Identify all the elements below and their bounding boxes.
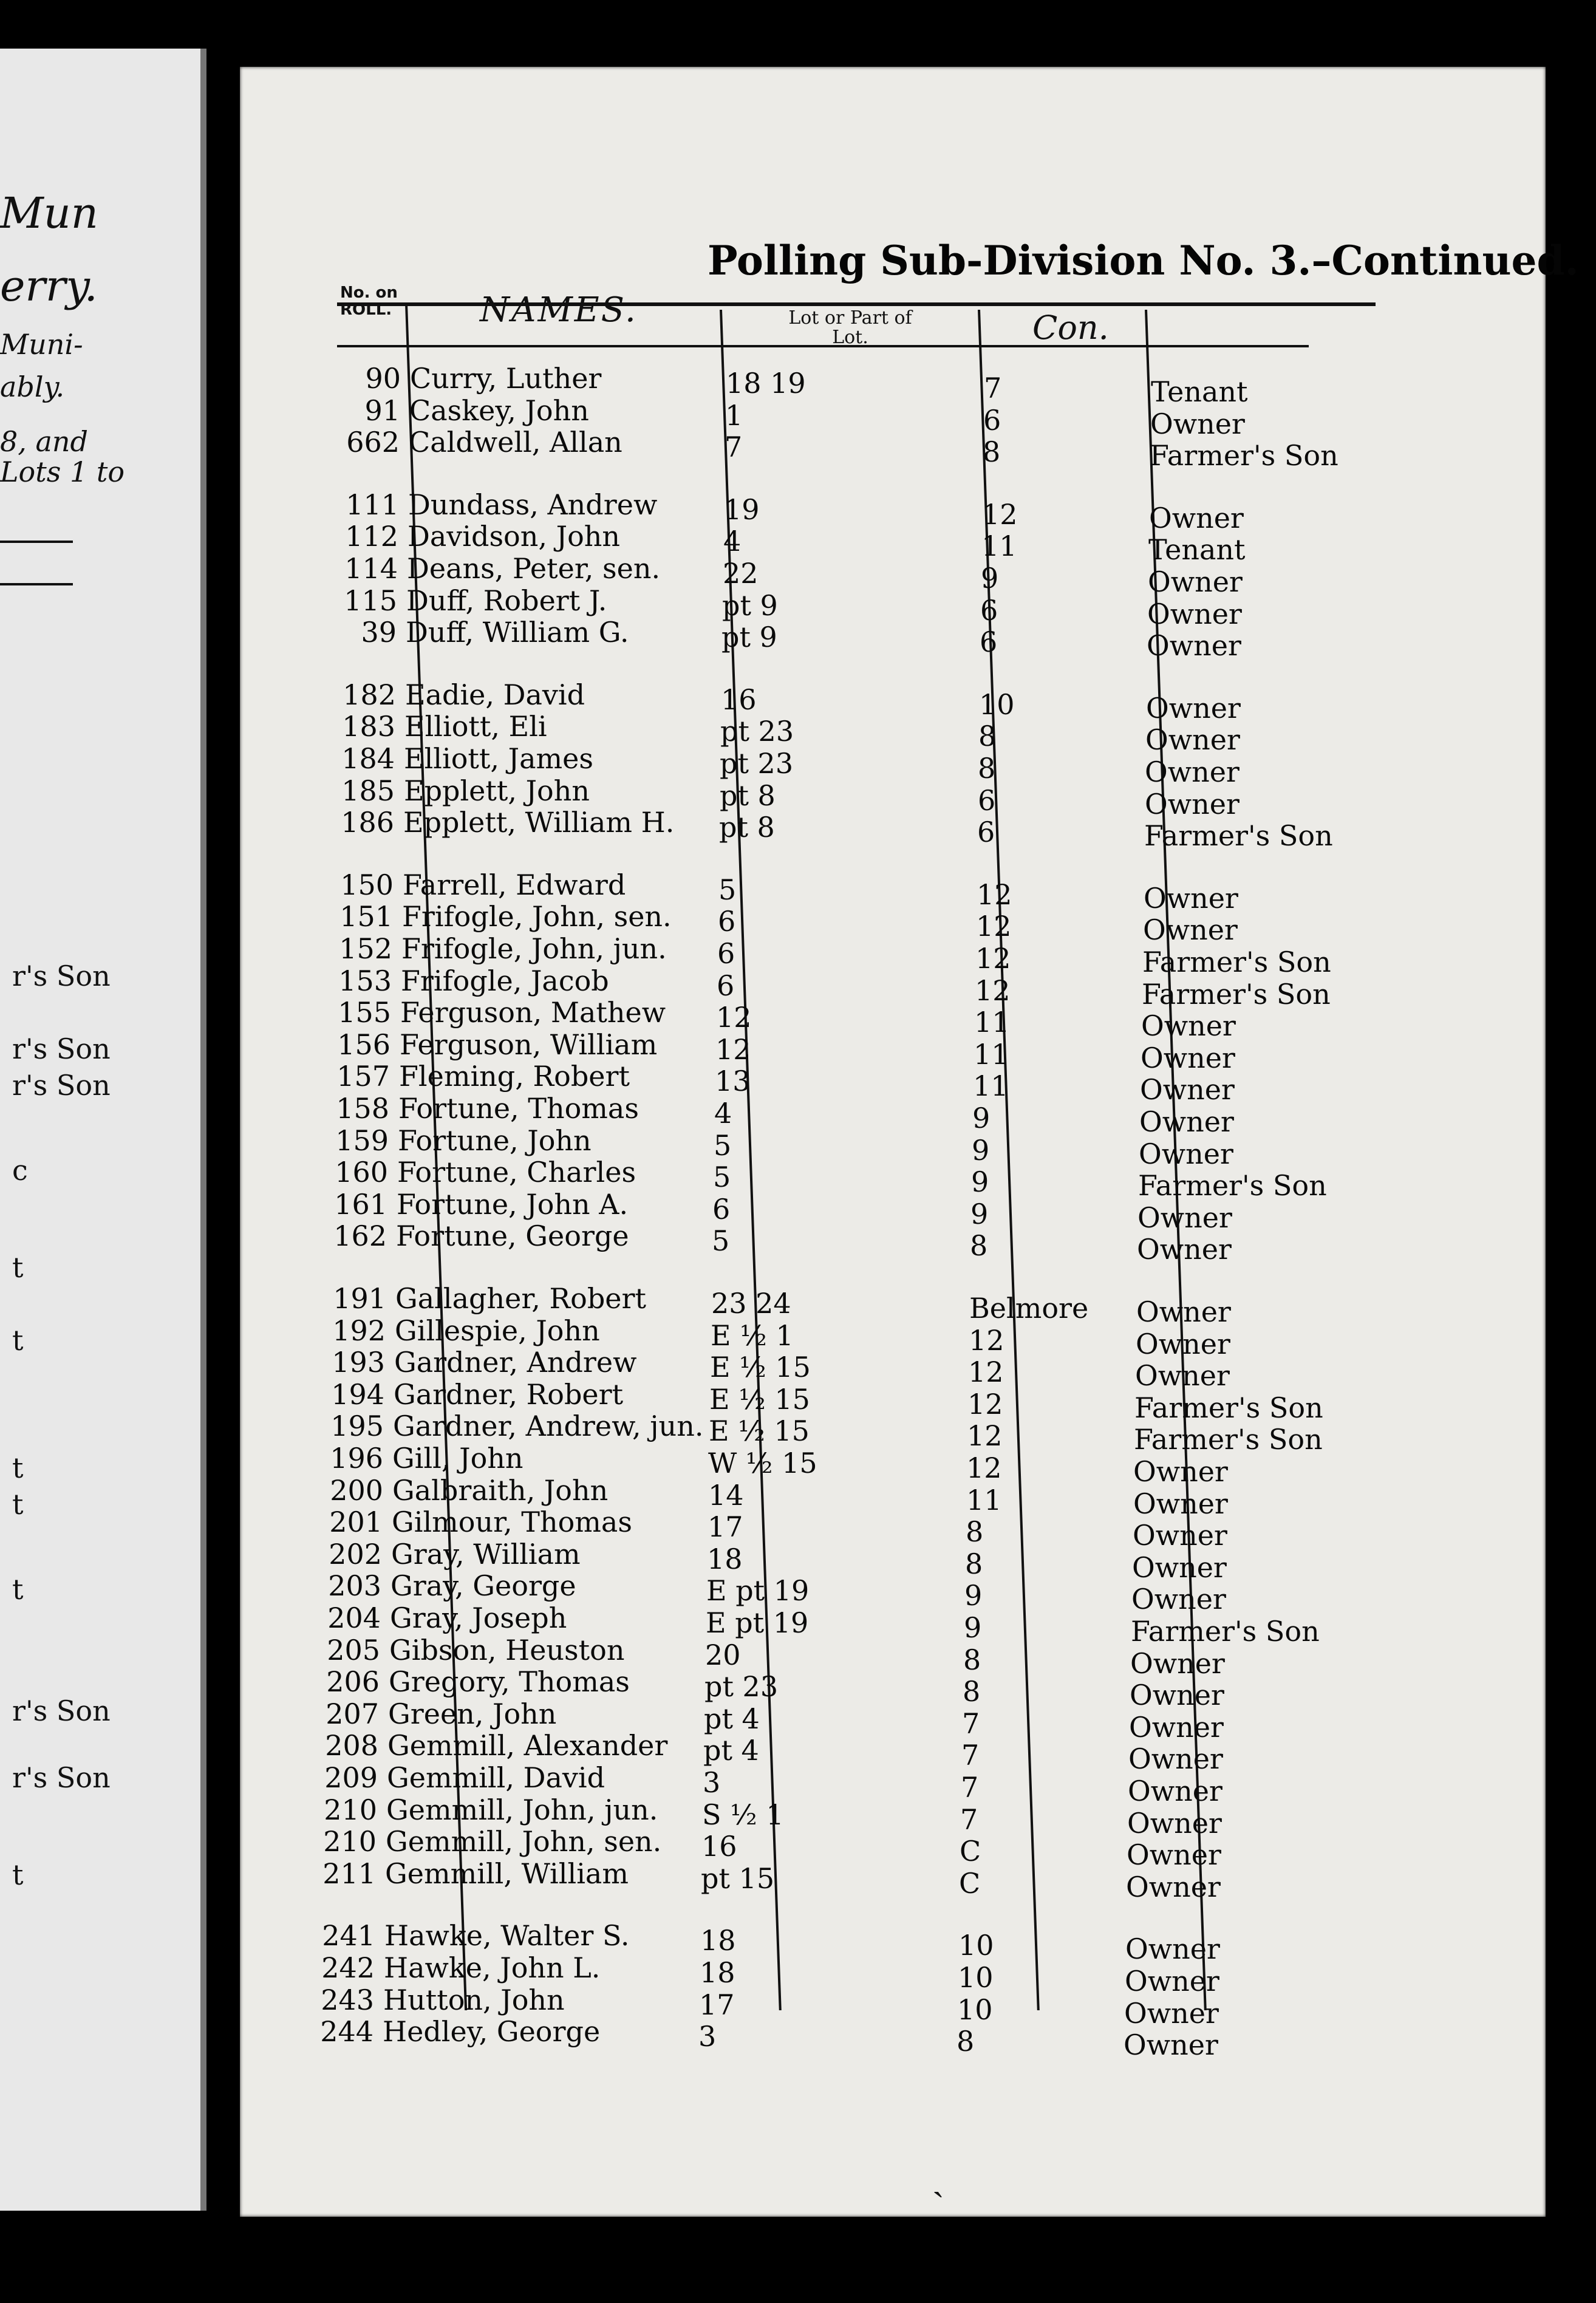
voter-name: Gray, Joseph (390, 1602, 567, 1634)
roll-number: 195 (330, 1410, 384, 1443)
left-page-text: r's Son (12, 1694, 111, 1727)
voter-name: Fortune, Charles (397, 1156, 636, 1189)
concession-value: C (960, 1835, 981, 1868)
lot-value: pt 4 (703, 1734, 759, 1767)
concession-value: 10 (979, 687, 1015, 721)
roll-number: 159 (335, 1124, 389, 1157)
roll-number: 150 (340, 868, 394, 901)
concession-value: 12 (968, 1356, 1004, 1389)
voter-name: Duff, Robert J. (406, 584, 607, 617)
lot-value: 5 (718, 873, 737, 906)
voter-name: Galbraith, John (392, 1473, 609, 1507)
concession-value: 9 (970, 1197, 989, 1230)
status-value: Farmer's Son (1142, 977, 1331, 1011)
concession-value: 8 (957, 2025, 975, 2058)
voter-name: Dundass, Andrew (408, 488, 658, 521)
voter-name: Fortune, George (396, 1220, 629, 1253)
status-value: Owner (1141, 1041, 1235, 1074)
roll-number: 244 (320, 2015, 373, 2049)
concession-value: 6 (978, 783, 996, 817)
voter-name: Hawke, John L. (384, 1951, 601, 1984)
roll-number: 210 (324, 1793, 377, 1826)
concession-value: 12 (966, 1452, 1002, 1484)
status-value: Owner (1148, 565, 1243, 598)
status-value: Farmer's Son (1138, 1169, 1327, 1203)
roll-number: 183 (342, 710, 395, 743)
roll-number: 182 (343, 678, 396, 711)
concession-value: 12 (975, 942, 1011, 975)
status-value: Owner (1137, 1233, 1232, 1266)
left-page-text: t (12, 1452, 24, 1484)
concession-value: 12 (967, 1419, 1003, 1453)
concession-value: 9 (964, 1611, 982, 1644)
status-value: Owner (1129, 1710, 1224, 1744)
lot-value: 3 (698, 2020, 717, 2053)
voter-name: Gibson, Heuston (389, 1633, 625, 1667)
status-value: Farmer's Son (1142, 946, 1331, 978)
left-page-text: t (12, 1573, 24, 1606)
lot-value: 6 (712, 1192, 731, 1226)
voter-name: Fortune, John A. (397, 1187, 629, 1221)
voter-name: Hedley, George (383, 2015, 601, 2049)
left-page-text: Mun (0, 188, 98, 238)
lot-value: 3 (703, 1766, 721, 1799)
lot-value: 18 (707, 1542, 743, 1575)
voter-name: Curry, Luther (410, 362, 602, 395)
voter-name: Gardner, Robert (394, 1377, 624, 1411)
roll-number: 162 (333, 1220, 387, 1253)
voter-name: Hutton, John (383, 1983, 565, 2016)
voter-name: Caldwell, Allan (409, 426, 622, 459)
status-value: Owner (1145, 756, 1240, 788)
roll-number: 202 (329, 1537, 382, 1571)
status-value: Tenant (1148, 533, 1246, 567)
lot-value: E pt 19 (706, 1574, 810, 1608)
left-page-text: Lots 1 to (0, 455, 125, 488)
status-value: Owner (1136, 1327, 1230, 1360)
voter-name: Duff, William G. (406, 616, 629, 649)
roll-number: 193 (332, 1346, 385, 1379)
lot-value: 6 (718, 905, 736, 938)
concession-value: C (959, 1866, 981, 1900)
roll-number: 206 (326, 1665, 380, 1699)
voter-name: Elliott, James (404, 742, 593, 775)
lot-value: E pt 19 (706, 1606, 809, 1639)
lot-value: 14 (708, 1478, 744, 1512)
lot-value: 12 (715, 1032, 751, 1066)
concession-value: 9 (964, 1579, 983, 1612)
roll-number: 210 (323, 1825, 377, 1858)
concession-value: 6 (980, 593, 998, 627)
status-value: Owner (1144, 881, 1238, 915)
status-value: Farmer's Son (1144, 819, 1333, 853)
status-value: Owner (1139, 1137, 1233, 1170)
roll-number: 160 (335, 1156, 388, 1189)
left-page-text: ably. (0, 370, 65, 403)
left-page-text: r's Son (12, 1032, 111, 1065)
column-header-roll: No. on ROLL. (340, 284, 398, 319)
voter-name: Gray, George (390, 1569, 576, 1603)
roll-number: 90 (365, 362, 401, 395)
voter-name: Gillespie, John (395, 1314, 600, 1347)
roll-number: 205 (327, 1633, 380, 1667)
status-value: Farmer's Son (1131, 1615, 1320, 1648)
left-page-text: erry. (0, 261, 98, 311)
voter-name: Frifogle, John, sen. (402, 900, 672, 933)
concession-value: 7 (960, 1803, 978, 1836)
status-value: Owner (1147, 597, 1242, 630)
voter-name: Gilmour, Thomas (392, 1506, 632, 1539)
concession-value: 11 (973, 1070, 1009, 1103)
roll-number: 152 (339, 932, 392, 965)
lot-value: 20 (705, 1638, 741, 1671)
voter-name: Gill, John (392, 1442, 523, 1475)
voter-name: Epplett, John (404, 774, 590, 807)
lot-value: W ½ 15 (708, 1447, 817, 1479)
lot-value: pt 8 (719, 811, 775, 844)
concession-value: 8 (963, 1643, 981, 1676)
voter-name: Gemmill, William (385, 1857, 629, 1890)
status-value: Owner (1133, 1455, 1228, 1488)
left-page-text: r's Son (12, 960, 111, 992)
lot-value: E ½ 15 (709, 1382, 810, 1416)
roll-number: 201 (329, 1506, 383, 1539)
roll-number: 209 (324, 1761, 378, 1794)
status-value: Owner (1131, 1583, 1226, 1616)
lot-value: 19 (724, 493, 760, 526)
concession-value: 9 (981, 562, 999, 595)
concession-value: 10 (958, 1961, 994, 1994)
left-page-text: t (12, 1488, 24, 1521)
concession-value: 6 (977, 816, 995, 849)
lot-value: 6 (717, 969, 735, 1002)
status-value: Farmer's Son (1134, 1391, 1323, 1424)
status-value: Owner (1150, 407, 1245, 440)
voter-name: Caskey, John (409, 394, 589, 427)
roll-number: 111 (346, 488, 399, 521)
status-value: Owner (1146, 691, 1241, 725)
lot-value: 18 (700, 1956, 735, 1989)
roll-number: 196 (330, 1442, 383, 1475)
roll-number: 243 (321, 1983, 374, 2016)
voter-name: Gemmill, Alexander (387, 1729, 668, 1762)
lot-value: 4 (723, 525, 742, 558)
status-value: Owner (1133, 1519, 1227, 1552)
lot-value: 12 (716, 1001, 752, 1034)
lot-value: 6 (717, 937, 735, 970)
header-underline (337, 345, 1309, 347)
status-value: Owner (1147, 629, 1241, 663)
lot-value: 18 (700, 1924, 736, 1957)
status-value: Owner (1141, 1009, 1236, 1043)
status-value: Owner (1125, 1933, 1220, 1966)
voter-name: Epplett, William H. (403, 806, 675, 839)
status-value: Owner (1124, 2028, 1218, 2062)
lot-value: 18 19 (726, 367, 806, 400)
concession-value: 8 (978, 720, 997, 753)
roll-number: 112 (345, 520, 398, 553)
concession-value: 11 (981, 530, 1017, 563)
concession-value: 11 (966, 1483, 1002, 1517)
left-page-text: 8, and (0, 425, 89, 458)
roll-number: 208 (325, 1729, 378, 1762)
status-value: Owner (1125, 1965, 1219, 1998)
left-page-rule (0, 541, 73, 543)
lot-value: 5 (713, 1161, 731, 1194)
voter-name: Frifogle, Jacob (401, 964, 609, 997)
left-page-text: t (12, 1251, 24, 1284)
left-page-text: r's Son (12, 1069, 111, 1102)
lot-value: S ½ 1 (702, 1798, 784, 1831)
roll-number: 204 (327, 1602, 381, 1634)
concession-value: 12 (967, 1387, 1003, 1421)
concession-value: 9 (972, 1133, 990, 1167)
roll-number: 192 (332, 1314, 386, 1347)
roll-number: 156 (337, 1028, 390, 1061)
concession-value: 8 (966, 1515, 984, 1549)
voter-name: Gallagher, Robert (395, 1282, 646, 1315)
lot-value: E ½ 15 (709, 1414, 810, 1448)
status-value: Owner (1128, 1742, 1223, 1776)
voter-name: Farrell, Edward (403, 868, 626, 901)
left-page-text: r's Son (12, 1761, 111, 1794)
lot-value: 1 (725, 398, 743, 432)
concession-value: 9 (972, 1102, 991, 1134)
concession-value: 9 (971, 1165, 989, 1199)
stray-mark: ˏ (932, 2156, 944, 2199)
roll-number: 186 (341, 806, 394, 839)
left-page-text: Muni- (0, 328, 83, 361)
voter-name: Deans, Peter, sen. (407, 552, 661, 585)
status-value: Owner (1127, 1806, 1222, 1840)
left-page-text: c (12, 1154, 28, 1187)
lot-value: 7 (725, 431, 743, 464)
roll-number: 114 (344, 552, 398, 585)
status-value: Owner (1145, 723, 1240, 757)
status-value: Owner (1126, 1870, 1221, 1903)
lot-value: E ½ 15 (710, 1351, 811, 1384)
concession-value: 8 (983, 435, 1001, 469)
voter-name: Frifogle, John, jun. (401, 932, 667, 965)
roll-number: 157 (336, 1060, 390, 1093)
lot-value: pt 23 (720, 747, 794, 780)
voter-name: Ferguson, William (400, 1028, 658, 1061)
status-value: Owner (1145, 787, 1240, 821)
lot-value: 23 24 (711, 1287, 791, 1320)
status-value: Farmer's Son (1134, 1423, 1323, 1456)
lot-value: pt 4 (704, 1702, 760, 1735)
concession-value: 6 (980, 626, 998, 659)
left-page-text: t (12, 1324, 24, 1357)
concession-value: 8 (965, 1547, 983, 1580)
lot-value: pt 8 (720, 779, 776, 812)
voter-name: Fleming, Robert (399, 1060, 630, 1093)
roll-number: 184 (341, 742, 395, 775)
roll-number: 241 (322, 1919, 375, 1953)
lot-value: 13 (715, 1065, 751, 1098)
voter-name: Eadie, David (405, 678, 585, 711)
concession-value: 12 (977, 878, 1012, 911)
left-page-text: t (12, 1858, 24, 1891)
concession-value: 8 (970, 1229, 988, 1263)
left-page-fragment (0, 49, 206, 2211)
status-value: Owner (1132, 1551, 1227, 1584)
roll-number: 158 (336, 1092, 389, 1125)
voter-name: Hawke, Walter S. (384, 1919, 630, 1953)
lot-value: pt 9 (722, 589, 778, 622)
status-value: Owner (1136, 1295, 1231, 1328)
roll-number: 39 (361, 616, 397, 649)
roll-number: 203 (328, 1569, 381, 1603)
voter-name: Elliott, Eli (404, 710, 547, 743)
roll-number: 191 (333, 1282, 386, 1315)
status-value: Owner (1127, 1838, 1221, 1872)
roll-number: 151 (339, 900, 393, 933)
status-value: Farmer's Son (1150, 439, 1339, 473)
concession-value: 10 (957, 1993, 993, 2026)
column-header-con: Con. (1032, 309, 1109, 347)
concession-value: 7 (961, 1771, 979, 1804)
column-header-lot: Lot or Part of Lot. (788, 307, 912, 348)
column-header-names: NAMES. (480, 290, 638, 330)
voter-name: Fortune, John (398, 1124, 592, 1157)
lot-value: pt 15 (701, 1861, 775, 1895)
left-page-rule (0, 583, 73, 585)
voter-name: Gray, William (391, 1537, 581, 1571)
concession-value: 7 (961, 1739, 980, 1772)
concession-value: 11 (974, 1006, 1010, 1039)
status-value: Owner (1143, 913, 1238, 947)
roll-number: 207 (326, 1697, 379, 1730)
lot-value: pt 23 (704, 1670, 779, 1704)
voter-name: Green, John (388, 1697, 557, 1730)
roll-number: 200 (330, 1473, 383, 1507)
status-value: Tenant (1151, 375, 1248, 408)
voter-name: Gemmill, John, jun. (386, 1793, 658, 1826)
register-page (240, 67, 1579, 2217)
status-value: Owner (1149, 501, 1244, 534)
roll-number: 115 (344, 584, 397, 617)
roll-number: 161 (334, 1187, 387, 1221)
concession-value: 7 (962, 1707, 980, 1740)
voter-name: Gemmill, David (387, 1761, 605, 1794)
concession-value: Belmore (969, 1292, 1089, 1325)
roll-number: 155 (338, 996, 391, 1029)
voter-name: Fortune, Thomas (398, 1092, 639, 1125)
status-value: Owner (1133, 1487, 1228, 1520)
lot-value: pt 9 (721, 621, 777, 654)
status-value: Owner (1137, 1201, 1232, 1234)
concession-value: 11 (974, 1037, 1009, 1071)
status-value: Owner (1139, 1105, 1234, 1138)
concession-value: 8 (978, 752, 996, 785)
concession-value: 8 (963, 1675, 981, 1708)
status-value: Owner (1135, 1359, 1230, 1393)
lot-value: 16 (721, 683, 757, 716)
voter-name: Gemmill, John, sen. (386, 1825, 662, 1858)
roll-number: 91 (364, 394, 400, 427)
concession-value: 12 (982, 497, 1018, 531)
concession-value: 7 (984, 372, 1002, 404)
voter-name: Davidson, John (408, 520, 621, 553)
lot-value: E ½ 1 (711, 1319, 794, 1352)
roll-number: 185 (341, 774, 395, 807)
voter-name: Gardner, Andrew (394, 1346, 637, 1379)
status-value: Owner (1130, 1646, 1225, 1680)
lot-value: 5 (712, 1224, 730, 1258)
roll-number: 662 (346, 426, 400, 459)
roll-number: 194 (331, 1377, 384, 1411)
concession-value: 12 (976, 910, 1012, 943)
concession-value: 12 (969, 1323, 1004, 1357)
lot-value: pt 23 (720, 715, 794, 748)
concession-value: 10 (958, 1929, 994, 1962)
status-value: Owner (1130, 1679, 1224, 1712)
page-title: Polling Sub-Division No. 3.–Continued. (708, 237, 1579, 284)
lot-value: 5 (714, 1128, 732, 1162)
voter-name: Gregory, Thomas (389, 1665, 630, 1699)
roll-number: 153 (338, 964, 392, 997)
lot-value: 22 (723, 557, 759, 590)
roll-number: 211 (322, 1857, 376, 1890)
status-value: Owner (1128, 1775, 1223, 1807)
voter-name: Gardner, Andrew, jun. (393, 1410, 704, 1443)
status-value: Owner (1140, 1073, 1235, 1107)
lot-value: 16 (701, 1830, 737, 1863)
concession-value: 6 (983, 403, 1001, 437)
lot-value: 17 (708, 1510, 743, 1544)
lot-value: 4 (714, 1097, 732, 1130)
concession-value: 12 (975, 974, 1011, 1007)
roll-number: 242 (321, 1951, 375, 1984)
voter-name: Ferguson, Mathew (400, 996, 666, 1029)
status-value: Owner (1124, 1996, 1219, 2030)
lot-value: 17 (699, 1988, 735, 2021)
